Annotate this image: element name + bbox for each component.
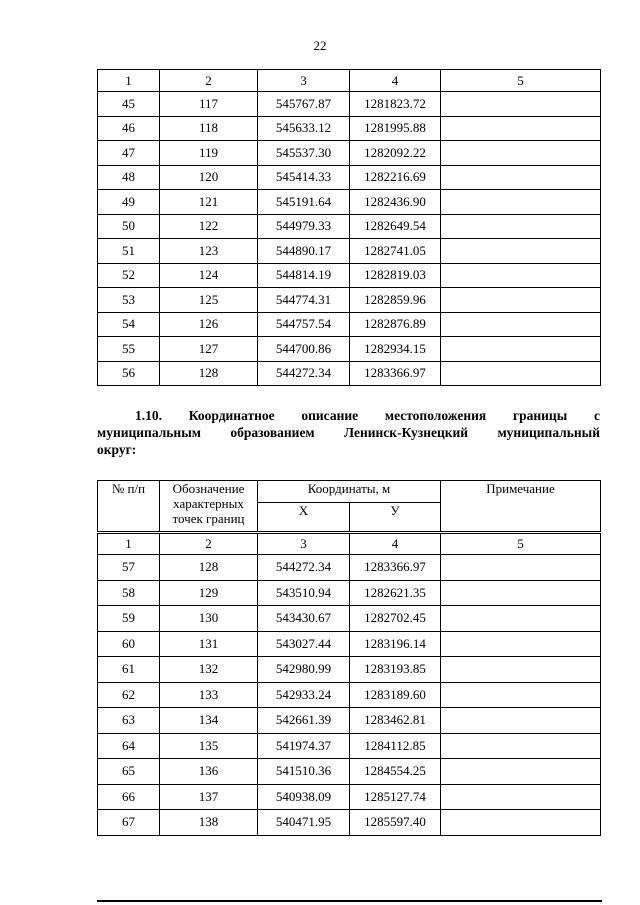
coordinates-table <box>97 480 601 836</box>
table-row <box>98 682 601 708</box>
table-row <box>98 92 601 117</box>
table-cell: 128 <box>160 555 258 581</box>
table-cell: 1283366.97 <box>350 361 441 386</box>
column-number: 5 <box>441 70 601 92</box>
table-cell: 45 <box>98 92 160 117</box>
table-cell: 1281823.72 <box>350 92 441 117</box>
column-number-row <box>98 533 601 555</box>
table-cell: 62 <box>98 682 160 708</box>
table-cell: 54 <box>98 312 160 337</box>
page-number: 22 <box>313 38 327 53</box>
table-row <box>98 580 601 606</box>
table-row <box>98 606 601 632</box>
table-cell: 1282859.96 <box>350 288 441 313</box>
header-number: № п/п <box>98 481 160 533</box>
table-cell: 1283462.81 <box>350 708 441 734</box>
header-y: У <box>350 503 441 533</box>
table-cell <box>441 165 601 190</box>
section-heading-line: 1.10. Координатное описание местоположения границы с <box>135 408 600 423</box>
table-cell: 118 <box>160 116 258 141</box>
table-cell: 134 <box>160 708 258 734</box>
table-row <box>98 116 601 141</box>
table-row <box>98 337 601 362</box>
column-number: 1 <box>98 70 160 92</box>
section-heading-line: муниципальным образованием Ленинск-Кузнецкий муниципальный <box>97 425 600 440</box>
table-cell: 543027.44 <box>258 631 350 657</box>
table-row <box>98 141 601 166</box>
column-number: 3 <box>258 70 350 92</box>
table-cell: 543430.67 <box>258 606 350 632</box>
table-cell: 123 <box>160 239 258 264</box>
table-cell: 1282216.69 <box>350 165 441 190</box>
table-row <box>98 733 601 759</box>
table-cell <box>441 239 601 264</box>
table-row <box>98 263 601 288</box>
table-cell: 137 <box>160 784 258 810</box>
table-cell <box>441 682 601 708</box>
table-cell: 120 <box>160 165 258 190</box>
table-cell: 53 <box>98 288 160 313</box>
table-cell: 67 <box>98 810 160 836</box>
table-cell: 58 <box>98 580 160 606</box>
table-cell: 51 <box>98 239 160 264</box>
table-row <box>98 312 601 337</box>
table-cell <box>441 92 601 117</box>
table-cell: 50 <box>98 214 160 239</box>
table-cell: 544774.31 <box>258 288 350 313</box>
column-number-row <box>98 70 601 92</box>
table-cell <box>441 708 601 734</box>
table-cell: 1282092.22 <box>350 141 441 166</box>
column-number: 1 <box>98 533 160 555</box>
section-heading <box>97 407 600 458</box>
footer-rule <box>97 900 602 902</box>
table-cell: 124 <box>160 263 258 288</box>
table-cell: 542661.39 <box>258 708 350 734</box>
table-cell: 545633.12 <box>258 116 350 141</box>
header-x: X <box>258 503 350 533</box>
table-cell: 66 <box>98 784 160 810</box>
table-cell: 540471.95 <box>258 810 350 836</box>
table-cell: 59 <box>98 606 160 632</box>
table-cell <box>441 116 601 141</box>
table-cell: 545414.33 <box>258 165 350 190</box>
table-cell: 117 <box>160 92 258 117</box>
coordinates-table-continued <box>97 69 601 386</box>
table-cell: 540938.09 <box>258 784 350 810</box>
table-row <box>98 555 601 581</box>
table-cell <box>441 337 601 362</box>
header-designation: Обозначение характерных точек границ <box>160 481 258 533</box>
table-cell: 544272.34 <box>258 361 350 386</box>
table-cell: 60 <box>98 631 160 657</box>
table-cell: 543510.94 <box>258 580 350 606</box>
table-cell: 65 <box>98 759 160 785</box>
table-cell: 136 <box>160 759 258 785</box>
table-cell: 127 <box>160 337 258 362</box>
table-cell: 1283366.97 <box>350 555 441 581</box>
table-row <box>98 657 601 683</box>
table-cell: 56 <box>98 361 160 386</box>
table-cell <box>441 555 601 581</box>
table-cell: 1282934.15 <box>350 337 441 362</box>
table-row <box>98 631 601 657</box>
table-cell <box>441 312 601 337</box>
table-cell: 1285127.74 <box>350 784 441 810</box>
table-row <box>98 239 601 264</box>
table-cell <box>441 631 601 657</box>
table-cell: 544272.34 <box>258 555 350 581</box>
table-cell: 1282702.45 <box>350 606 441 632</box>
header-note: Примечание <box>441 481 601 533</box>
table-cell: 125 <box>160 288 258 313</box>
table-cell: 131 <box>160 631 258 657</box>
table-row <box>98 190 601 215</box>
table-cell <box>441 288 601 313</box>
table-cell: 1284554.25 <box>350 759 441 785</box>
table-cell: 121 <box>160 190 258 215</box>
table-cell: 57 <box>98 555 160 581</box>
table-cell: 49 <box>98 190 160 215</box>
table-cell: 542980.99 <box>258 657 350 683</box>
table-row <box>98 165 601 190</box>
table-cell: 132 <box>160 657 258 683</box>
table-row <box>98 214 601 239</box>
table-cell: 46 <box>98 116 160 141</box>
table-cell: 64 <box>98 733 160 759</box>
table-cell <box>441 141 601 166</box>
table-cell: 544814.19 <box>258 263 350 288</box>
table-cell: 1282741.05 <box>350 239 441 264</box>
table-row <box>98 784 601 810</box>
table-cell <box>441 361 601 386</box>
table-cell: 119 <box>160 141 258 166</box>
table-row <box>98 810 601 836</box>
header-coordinates: Координаты, м <box>258 481 441 503</box>
table-cell: 1285597.40 <box>350 810 441 836</box>
table-cell: 544979.33 <box>258 214 350 239</box>
column-number: 3 <box>258 533 350 555</box>
table-cell: 1284112.85 <box>350 733 441 759</box>
table-cell: 1282649.54 <box>350 214 441 239</box>
table-cell: 1283196.14 <box>350 631 441 657</box>
table-cell <box>441 759 601 785</box>
table-cell: 541510.36 <box>258 759 350 785</box>
column-number: 4 <box>350 70 441 92</box>
table-cell: 545537.30 <box>258 141 350 166</box>
table-cell: 48 <box>98 165 160 190</box>
table-cell: 47 <box>98 141 160 166</box>
table-cell <box>441 190 601 215</box>
table-cell: 1283189.60 <box>350 682 441 708</box>
section-heading-line: округ: <box>97 442 137 457</box>
table-cell <box>441 733 601 759</box>
table-cell: 55 <box>98 337 160 362</box>
column-number: 5 <box>441 533 601 555</box>
table-cell: 545767.87 <box>258 92 350 117</box>
table-row <box>98 759 601 785</box>
table-cell: 52 <box>98 263 160 288</box>
table-cell: 138 <box>160 810 258 836</box>
table-cell <box>441 580 601 606</box>
table-cell <box>441 263 601 288</box>
table-cell: 1282819.03 <box>350 263 441 288</box>
table-cell: 1282876.89 <box>350 312 441 337</box>
column-number: 4 <box>350 533 441 555</box>
table-cell: 542933.24 <box>258 682 350 708</box>
table-cell: 1283193.85 <box>350 657 441 683</box>
table-cell: 1282621.35 <box>350 580 441 606</box>
table-cell: 544700.86 <box>258 337 350 362</box>
table-cell: 130 <box>160 606 258 632</box>
table-cell: 61 <box>98 657 160 683</box>
table-cell: 135 <box>160 733 258 759</box>
table-cell: 544757.54 <box>258 312 350 337</box>
table-cell: 128 <box>160 361 258 386</box>
table-cell: 122 <box>160 214 258 239</box>
table-cell: 1282436.90 <box>350 190 441 215</box>
table-cell: 133 <box>160 682 258 708</box>
table-cell: 126 <box>160 312 258 337</box>
table-cell: 63 <box>98 708 160 734</box>
table-cell: 129 <box>160 580 258 606</box>
table-cell: 545191.64 <box>258 190 350 215</box>
table-cell: 541974.37 <box>258 733 350 759</box>
table-row <box>98 708 601 734</box>
table-cell <box>441 657 601 683</box>
table-row <box>98 288 601 313</box>
table-cell <box>441 606 601 632</box>
table-cell <box>441 810 601 836</box>
column-number: 2 <box>160 533 258 555</box>
table-cell <box>441 214 601 239</box>
table-cell <box>441 784 601 810</box>
table-cell: 1281995.88 <box>350 116 441 141</box>
table-row <box>98 361 601 386</box>
column-number: 2 <box>160 70 258 92</box>
table-cell: 544890.17 <box>258 239 350 264</box>
